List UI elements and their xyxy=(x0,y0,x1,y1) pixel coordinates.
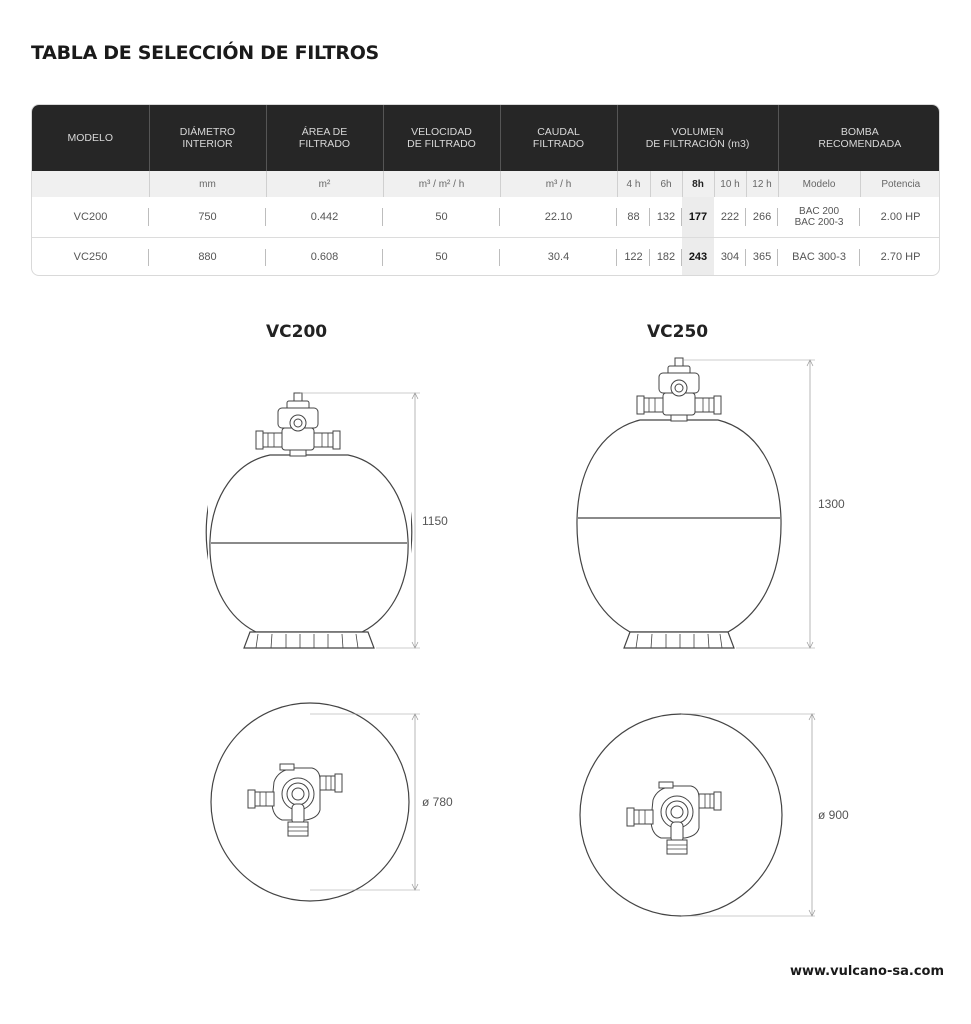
vc250-side-drawing xyxy=(577,358,815,648)
cell-vol-10h: 222 xyxy=(714,197,746,237)
vc200-label: VC200 xyxy=(266,322,328,342)
unit-caudal: m³ / h xyxy=(500,171,617,197)
cell-potencia: 2.00 HP xyxy=(860,197,940,237)
unit-velocidad: m³ / m² / h xyxy=(383,171,500,197)
cell-bomba: BAC 300-3 xyxy=(778,237,860,276)
cell-diametro: 750 xyxy=(149,197,266,237)
cell-modelo: VC250 xyxy=(32,237,149,276)
unit-diametro: mm xyxy=(149,171,266,197)
unit-6h: 6h xyxy=(650,171,682,197)
cell-area: 0.442 xyxy=(266,197,383,237)
cell-caudal: 22.10 xyxy=(500,197,617,237)
vc200-diameter-dimension: ø 780 xyxy=(422,795,453,809)
cell-vol-8h: 177 xyxy=(682,197,714,237)
header-diametro: DIÁMETRO INTERIOR xyxy=(149,105,266,171)
unit-8h: 8h xyxy=(682,171,714,197)
cell-vol-6h: 132 xyxy=(650,197,682,237)
header-area: ÁREA DE FILTRADO xyxy=(266,105,383,171)
vc250-label: VC250 xyxy=(647,322,709,342)
cell-area: 0.608 xyxy=(266,237,383,276)
unit-area: m² xyxy=(266,171,383,197)
unit-12h: 12 h xyxy=(746,171,778,197)
header-modelo: MODELO xyxy=(32,105,149,171)
cell-velocidad: 50 xyxy=(383,197,500,237)
vc250-top-drawing xyxy=(580,714,815,916)
cell-vol-4h: 88 xyxy=(617,197,650,237)
vc200-side-drawing xyxy=(206,393,420,648)
cell-diametro: 880 xyxy=(149,237,266,276)
header-velocidad: VELOCIDAD DE FILTRADO xyxy=(383,105,500,171)
unit-potencia: Potencia xyxy=(881,178,921,190)
unit-10h: 10 h xyxy=(714,171,746,197)
unit-4h: 4 h xyxy=(617,171,650,197)
cell-vol-12h: 266 xyxy=(746,197,778,237)
unit-bomba-modelo: Modelo xyxy=(778,171,860,197)
cell-modelo: VC200 xyxy=(32,197,149,237)
vc200-height-dimension: 1150 xyxy=(422,514,448,528)
vc200-top-drawing xyxy=(211,703,420,901)
cell-vol-10h: 304 xyxy=(714,237,746,276)
cell-potencia: 2.70 HP xyxy=(880,251,921,264)
cell-bomba: BAC 200 BAC 200-3 xyxy=(778,197,860,237)
page-title: TABLA DE SELECCIÓN DE FILTROS xyxy=(31,42,379,64)
vc250-diameter-dimension: ø 900 xyxy=(818,808,849,822)
cell-vol-8h: 243 xyxy=(682,237,714,276)
cell-vol-12h: 365 xyxy=(746,237,778,276)
cell-caudal: 30.4 xyxy=(500,237,617,276)
header-caudal: CAUDAL FILTRADO xyxy=(500,105,617,171)
cell-velocidad: 50 xyxy=(383,237,500,276)
cell-vol-6h: 182 xyxy=(650,237,682,276)
header-bomba: BOMBA RECOMENDADA xyxy=(818,126,902,150)
cell-vol-4h: 122 xyxy=(617,237,650,276)
vc250-height-dimension: 1300 xyxy=(818,497,845,511)
website-url: www.vulcano-sa.com xyxy=(789,964,944,979)
header-volumen: VOLUMEN DE FILTRACIÓN (m3) xyxy=(617,105,778,171)
